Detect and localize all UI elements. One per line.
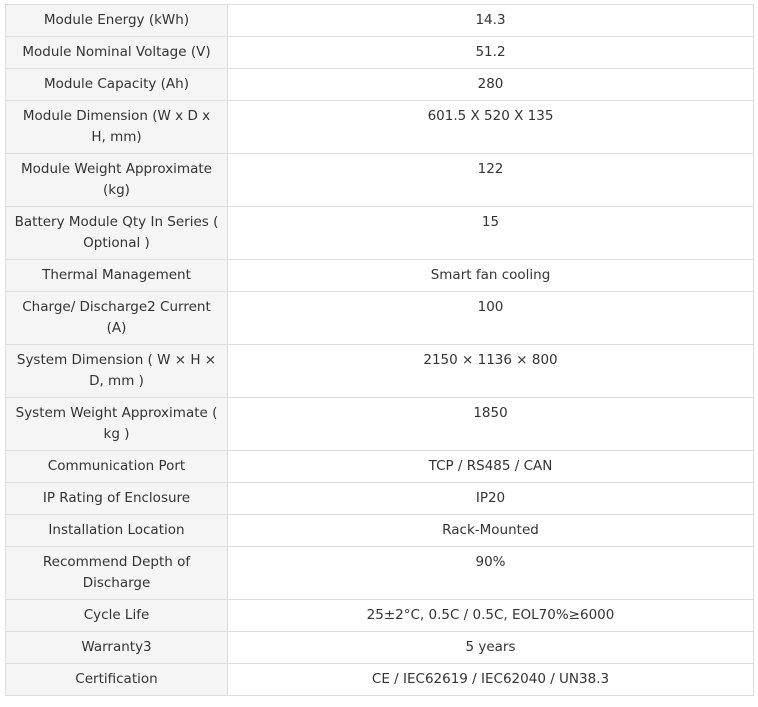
spec-value: 5 years xyxy=(228,632,754,664)
spec-value: Rack-Mounted xyxy=(228,515,754,547)
spec-value: 25±2°C, 0.5C / 0.5C, EOL70%≥6000 xyxy=(228,600,754,632)
table-row xyxy=(6,451,754,483)
spec-value: TCP / RS485 / CAN xyxy=(228,451,754,483)
table-row xyxy=(6,69,754,101)
spec-value: 90% xyxy=(228,547,754,600)
spec-value: IP20 xyxy=(228,483,754,515)
table-row xyxy=(6,154,754,207)
table-row xyxy=(6,101,754,154)
spec-value: Smart fan cooling xyxy=(228,260,754,292)
table-row xyxy=(6,515,754,547)
spec-value: 280 xyxy=(228,69,754,101)
spec-value: 51.2 xyxy=(228,37,754,69)
table-row xyxy=(6,207,754,260)
spec-label: Module Energy (kWh) xyxy=(6,5,228,37)
spec-label: Recommend Depth of Discharge xyxy=(6,547,228,600)
spec-label: Battery Module Qty In Series ( Optional ) xyxy=(6,207,228,260)
table-row xyxy=(6,547,754,600)
spec-value: 14.3 xyxy=(228,5,754,37)
spec-label: Certification xyxy=(6,664,228,696)
spec-label: System Weight Approximate ( kg ) xyxy=(6,398,228,451)
spec-value: 122 xyxy=(228,154,754,207)
spec-label: Warranty3 xyxy=(6,632,228,664)
table-row xyxy=(6,632,754,664)
spec-value: CE / IEC62619 / IEC62040 / UN38.3 xyxy=(228,664,754,696)
table-row xyxy=(6,600,754,632)
table-row xyxy=(6,664,754,696)
table-row xyxy=(6,345,754,398)
spec-label: IP Rating of Enclosure xyxy=(6,483,228,515)
spec-table xyxy=(5,4,754,696)
table-row xyxy=(6,260,754,292)
spec-label: Module Dimension (W x D x H, mm) xyxy=(6,101,228,154)
table-row xyxy=(6,398,754,451)
spec-label: Cycle Life xyxy=(6,600,228,632)
table-row xyxy=(6,37,754,69)
spec-value: 100 xyxy=(228,292,754,345)
spec-value: 1850 xyxy=(228,398,754,451)
spec-label: Installation Location xyxy=(6,515,228,547)
spec-label: Communication Port xyxy=(6,451,228,483)
table-row xyxy=(6,292,754,345)
spec-label: Module Capacity (Ah) xyxy=(6,69,228,101)
spec-label: Module Nominal Voltage (V) xyxy=(6,37,228,69)
spec-value: 2150 × 1136 × 800 xyxy=(228,345,754,398)
spec-value: 15 xyxy=(228,207,754,260)
spec-label: System Dimension ( W × H × D, mm ) xyxy=(6,345,228,398)
spec-value: 601.5 X 520 X 135 xyxy=(228,101,754,154)
spec-label: Thermal Management xyxy=(6,260,228,292)
spec-label: Charge/ Discharge2 Current (A) xyxy=(6,292,228,345)
table-row xyxy=(6,5,754,37)
table-row xyxy=(6,483,754,515)
spec-label: Module Weight Approximate (kg) xyxy=(6,154,228,207)
